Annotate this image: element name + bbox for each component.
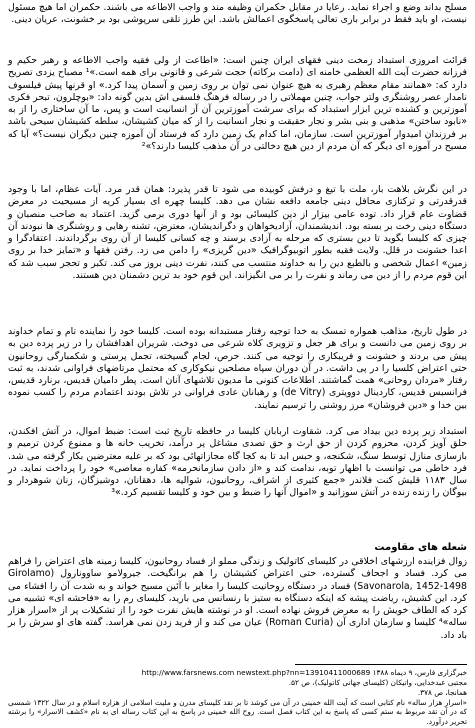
paragraph-reading: قرائت امروزی استبداد زمخت دینی فقهای ایران چنین است: «اطاعت از ولی فقیه واجب الاطاعه و رهبر حکیم و فرزانه حضرت آیت الله العظمی خامنه ای (دامت برکاته) حجت شرعی و قانونی برای همه است.»¹ مصباح یزدی تصریح دارد که: «همانند مقام معظم رهبری به هیچ عنوان نمی توان بر روی زمین و آسمان پیدا کرد.» او قرنها پیش فیلسوف نامدار عصر روشنگری ولتر جواب، چنین مهملاتی را در رساله فرهنگ فلسفی اش بدین گونه داد: «بوچلرون، تبحر فکری آموزترین و کشنده ترین ابزار استبداد که برای سرشت آموزترین آن آز انسانیت است و پس، ما آن ساختاری را از به «نابود ساختن» مذهبی و بنی بشر و نجار حقیقت و نجار انسانیت را از که میان کشیشان، سلطه کشیشان سیحی باشد بر فرزندان امیدوار آموزترین است. سازمان، اما کدام یک زمین دارد که فرستاد آن آموزه چنین دیگران نیست؟» آیا که مسیح در آموزه ای دیگر که آن مردم از دین هیچ دخالتی در آن مذهب کلیسا دارند؟»² xyxy=(8,55,467,153)
footnote-separator xyxy=(295,664,467,665)
footnote-2: مجتبی عبدخدایی، واتیکان (کلیسای جهانی کاتولیک)، ص ۵۲. xyxy=(288,678,467,687)
footnote-1-text: خبرگزاری فارس، ۹ دیماه ۱۳۸۸ xyxy=(372,668,467,677)
paragraph-intro: مسلح بداند وضع و اجراء نماید. رعایا در مقابل حکمران وظیفه مند و واجب الاطاعه می باشند. حکمران اما هیچ مسئول نیست، او باید فقط در برابر باری تعالی پاسخگوی اعمالش باشد. این طرز تلقی سرپوشی بود بر خشونت، عریان دینی. xyxy=(8,2,467,26)
footnote-3: همانجا، ص ۳۷۸. xyxy=(417,688,467,697)
footnote-4: «اسرار هزار ساله» نام کتابی است که آیت الله خمینی در آن می کوشد تا بر نقد کلیسای مدرن و ملیت اسلامی از هزاره اسلام و در سال ۱۳۲۲ شمسی که در آن تقد مربوط به ستم کسی که پاسخ به این کتاب فصل است. روح الله خمینی در پاسخ به این کتاب رساله ای به نام «کشف الاسرار» را برشته تحریر درآورد. xyxy=(8,698,468,726)
paragraph-tyranny: استبداد زیر پرده دین بیداد می کرد. شقاوت اربابان کلیسا در حافظه تاریخ ثبت است: ضبط اموال، در آتش افکندن، حلق آویز کردن، محروم کردن از حق ارث و حق تصدی مشاغل پر درآمد، تخریب خانه ها و ممنوع کردن ترمیم و بازسازی منازل توسط سنگ، شکنجه، و حبس ابد تا به کجا گاه مجازاتهائی بود که بر علیه معترضین بکار گرفته می شد. فرد خاطی می توانست با اظهار توبه، ندامت کند و «از دادن سازمانحرمه» کفاره معاصی» خود را پرداخت نماید. در سال ۱۱۸۳ قلیش کنت فلاندر «جمع کثیری از اشراف، روحانیون، شوالیه ها، دهقانان، دوشیزگان، زنان شوهردار و بیوگان را زنده زنده در آتش سوزانید و «اموال آنها را ضبط و بین خود و کلیسا تقسیم کرد.»³ xyxy=(8,426,467,499)
footnote-1-link[interactable]: http://www.farsnews.com newstext.php?nn=13910411000689 xyxy=(141,668,371,677)
footnote-1 xyxy=(8,668,467,678)
paragraph-history: در طول تاریخ، مذاهب همواره تمسک به خدا توجیه رفتار مستبدانه بوده است. کلیسا خود را نماینده تام و تمام خداوند بر روی زمین می دانست و برای هر جعل و تزویری کلاه شرعی می دوخت. شریران اهدافشان را در زیر پرده دین به پیش می بردند و خشونت و فریبکاری را توجیه می کنند. حرص، لجام گسیخته، تجمل پرستی و شکمبارگی روحانیون حتی اعتراض کلسیا را در پی داشت. در آن دوران سپاه مصلحین نیکوکاری که محتمل مرتاضهای فراوانی شدند، به ثبت رفتار «مردان روحانی» همت گماشتند. اطلاعات کنونی ما مدیون تلاشهای آنان است. پطر دامیان قدیس، برنارد قدیس، فرانسیس قدیس، کاردینال دوویتری (de Vitry) و رهبانان عادی فراوانی در تلاش بودند اعتمادم مردم را کسب نموده بین خدا و «دین فروشان» مرز روشنی را ترسیم نمایند. xyxy=(8,326,468,411)
section-heading: شعله های مقاومت xyxy=(374,542,467,553)
paragraph-resistance: زوال فزاینده ارزشهای اخلاقی در کلیسای کاتولیک و زندگی مملو از فساد روحانیون، کلیسا زمینه های اعتراض را فراهم می کرد. فساد و اجحاف گسترده، حتی اعتراض کشیشان را هم برانگیخت. جیرولامو ساوونارول (Girolamo Savonarola, 1452-1498) فساد در دستگاه روحانیت کلیسا را مغایر با آئین مسیح خواند و به شدت آن را افشاء می کرد. این کشیش، ریاضت پیشه که اینکه دستگاه به ستیز با رنسانس می بارید، کلیسای رم را به «فاحشه ای» تشبیه می کرد که الطاف خویش را به معرض فروش نهاده است. او در نوشته هایش نفرت خود را از تشکیلات پر از «اسرار هزار ساله»⁴ کلیسا و سازمان اداری آن (Roman Curia) عیان می کند و از فرید زدن نمی هراسد. گفته های او سرش را بر باد داد. xyxy=(8,556,467,641)
paragraph-critique: در این نگرش بلاهت بار، ملت با تیغ و درفش کوبیده می شود تا قدر پذیرد: همان قدر مرد. آیات عظام، اما با وجود قدرقدرتی و ترکتازی محافل دینی جامعه دافعه نشان می دهد. کلیسا چهره ای بسیار کریه از مسیحیت در معرض قضاوت عام قرار داد. توده عامی بیزار از دین کلیسائی بود و از آنها دوری برمی گزید. اعتماد به صاحب منصبان و دستگاه دینی رخت بر بسته بود. اندیشمندان، آزادیخواهان و دگراندیشان، معترض، تشنه رهایی و روشنگری ها نبودند آن چیزی که کلیسا بگوید تا دین بستری که مرحله به آزادی برسند و چه کسانی کلیسا از آن روی برگرداندند. اعتقادگرا و اعدا خشونت در قلل. ولایت فقیه بطور اتوبیوگرافیک «دین گریزی» را دامن می زد. رفتن فقها و «تمایز خدا بر روی زمین» اعمال شخصی و بالطبع دین را به خداوند منتسب می کنند، نفرت دینی بروز می کند. تکبر و تحجر سبب شد که این قوم مردم را از دین می رماند و نفرت را بر می انگیزاند. این قوم خود بد ترین دشمنان دین هستند. xyxy=(8,184,467,282)
